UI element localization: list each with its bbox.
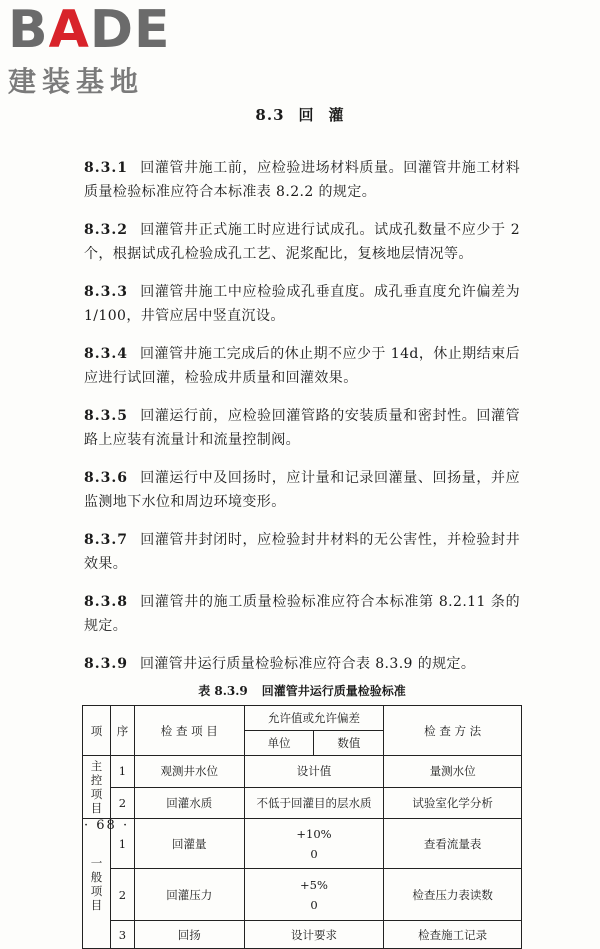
table-row: [83, 756, 522, 788]
table-caption: 表 8.3.9 回灌管井运行质量检验标准: [198, 684, 406, 698]
clause-8-3-5: 8.3.5 回灌运行前，应检验回灌管路的安装质量和密封性。回灌管路上应装有流量计和流量控制阀。: [84, 408, 520, 448]
header-unit: 单位: [244, 731, 314, 756]
clause-8-3-3: 8.3.3 回灌管井施工中应检验成孔垂直度。成孔垂直度允许偏差为 1/100，井管应居中竖直沉设。: [84, 284, 520, 324]
cell-method: 试验室化学分析: [384, 787, 522, 819]
allow-upper: +5%: [300, 877, 328, 892]
cell-seq: 3: [110, 921, 134, 949]
logo-subtitle: 建装基地: [8, 65, 145, 98]
cell-allow: 不低于回灌目的层水质: [244, 787, 384, 819]
document-body: [84, 142, 520, 949]
allow-lower: 0: [310, 846, 318, 861]
cell-item: 回扬: [134, 921, 244, 949]
cell-allow: 设计值: [244, 756, 384, 788]
section-title: 8.3 回 灌: [255, 106, 345, 124]
header-allow: 允许值或允许偏差: [244, 706, 384, 731]
page-number: · 68 ·: [84, 818, 130, 833]
cell-item: 观测井水位: [134, 756, 244, 788]
cell-seq: 1: [110, 756, 134, 788]
quality-standard-table: [82, 705, 522, 949]
allow-upper: +10%: [296, 826, 332, 841]
table-row: [83, 921, 522, 949]
publisher-logo: [8, 0, 188, 100]
header-seq: 序: [110, 706, 134, 756]
cell-allow: 设计要求: [244, 921, 384, 949]
cell-method: 量测水位: [384, 756, 522, 788]
table-row: [83, 869, 522, 921]
clause-8-3-1: 8.3.1 回灌管井施工前，应检验进场材料质量。回灌管井施工材料质量检验标准应符合本标准表 8.2.2 的规定。: [84, 160, 520, 200]
cell-item: 回灌压力: [134, 869, 244, 921]
header-check-item: 检 查 项 目: [134, 706, 244, 756]
clause-8-3-4: 8.3.4 回灌管井施工完成后的休止期不应少于 14d，休止期结束后应进行试回灌，检验成井质量和回灌效果。: [84, 346, 520, 386]
table-row: [83, 787, 522, 819]
clause-8-3-9: 8.3.9 回灌管井运行质量检验标准应符合表 8.3.9 的规定。: [84, 656, 476, 672]
clause-8-3-7: 8.3.7 回灌管井封闭时，应检验封井材料的无公害性，并检验封井效果。: [84, 532, 520, 572]
group-general: 一般项目: [83, 819, 111, 949]
cell-seq: 2: [110, 787, 134, 819]
header-item: 项: [83, 706, 111, 756]
cell-item: 回灌量: [134, 819, 244, 869]
cell-seq: 2: [110, 869, 134, 921]
clause-8-3-2: 8.3.2 回灌管井正式施工时应进行试成孔。试成孔数量不应少于 2 个，根据试成孔检验成孔工艺、泥浆配比，复核地层情况等。: [84, 222, 520, 262]
table-header-row: [83, 706, 522, 731]
table-row: [83, 819, 522, 869]
clause-8-3-8: 8.3.8 回灌管井的施工质量检验标准应符合本标准第 8.2.11 条的规定。: [84, 594, 520, 634]
allow-lower: 0: [310, 897, 318, 912]
cell-allow-range: [244, 869, 384, 921]
cell-method: 检查施工记录: [384, 921, 522, 949]
header-method: 检 查 方 法: [384, 706, 522, 756]
cell-seq: 1: [110, 819, 134, 869]
clause-8-3-6: 8.3.6 回灌运行中及回扬时，应计量和记录回灌量、回扬量，并应监测地下水位和周边环境变形。: [84, 470, 520, 510]
group-main-control: 主控项目: [83, 756, 111, 819]
logo-wordmark: BADE: [8, 0, 171, 60]
header-value: 数值: [314, 731, 384, 756]
cell-item: 回灌水质: [134, 787, 244, 819]
cell-method: 检查压力表读数: [384, 869, 522, 921]
cell-method: 查看流量表: [384, 819, 522, 869]
cell-allow-range: [244, 819, 384, 869]
